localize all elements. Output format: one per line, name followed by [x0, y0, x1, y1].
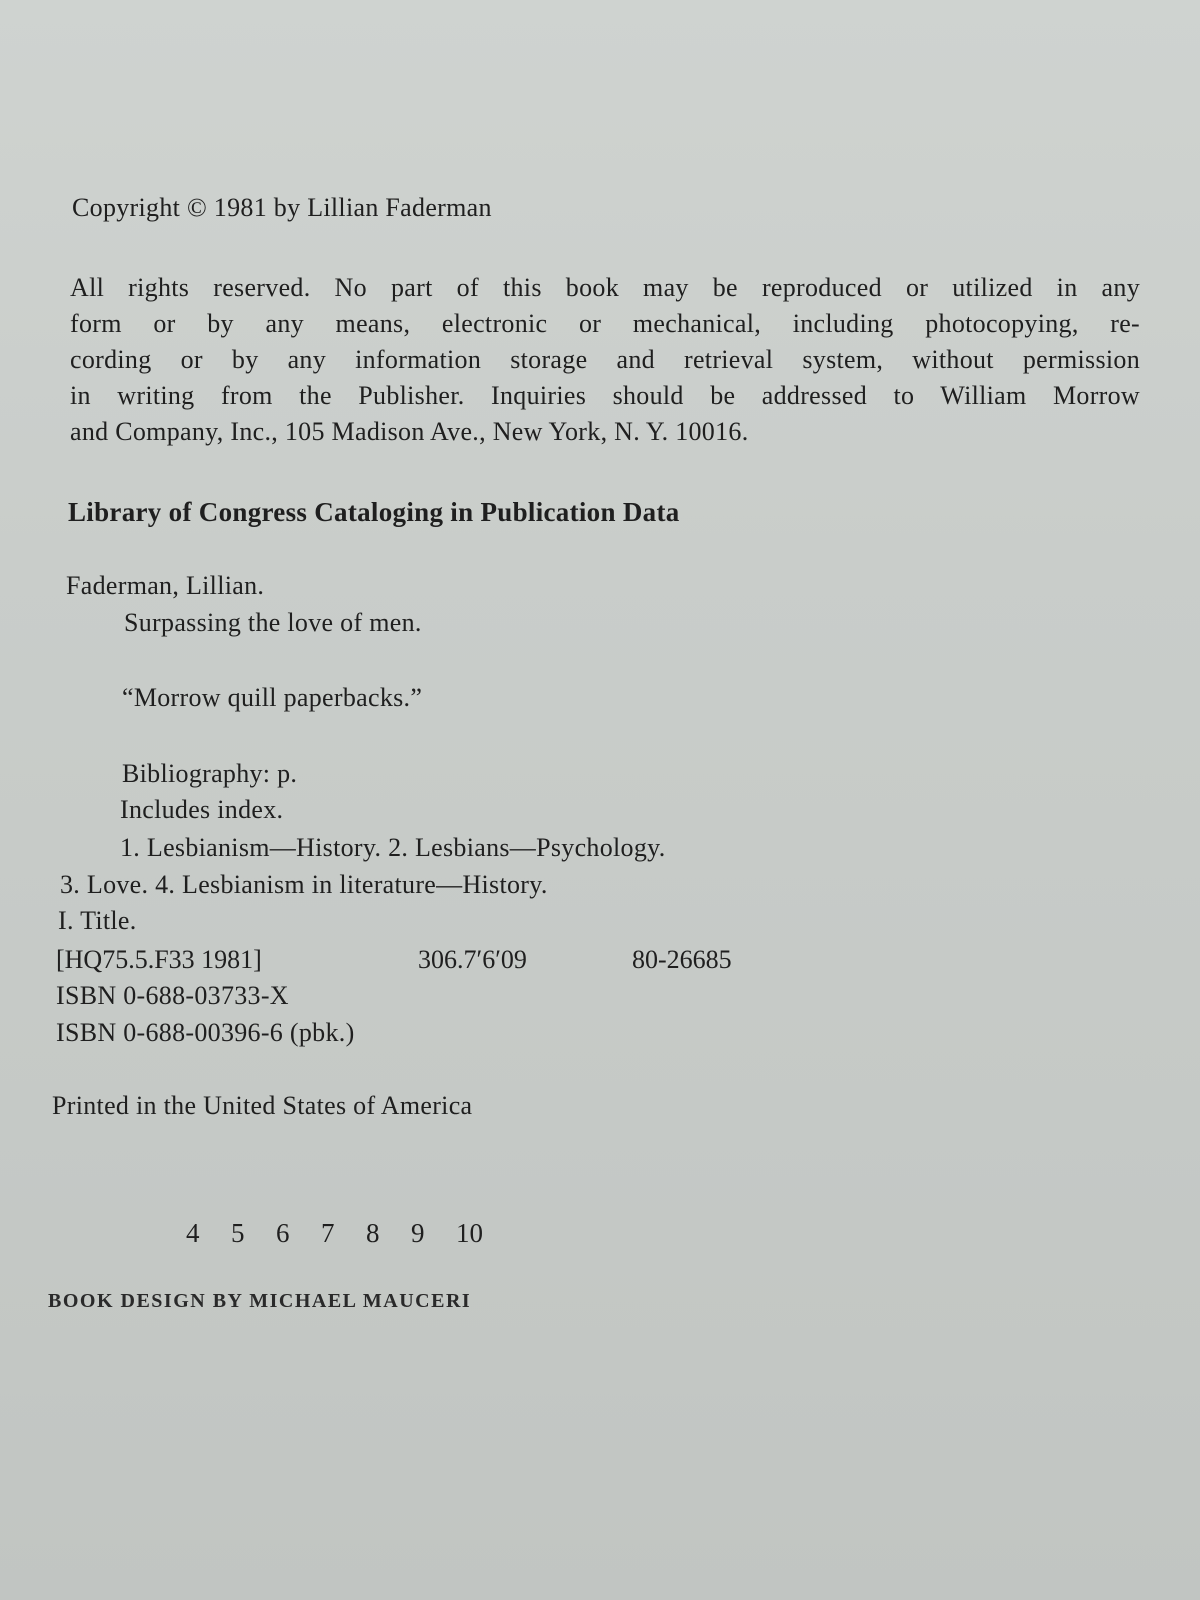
cip-subjects-line-1: 1. Lesbianism—History. 2. Lesbians—Psychology. [120, 833, 666, 862]
printing-number: 6 [276, 1218, 290, 1248]
printing-number: 8 [366, 1218, 380, 1248]
rights-line: form or by any means, electronic or mechanical, including photocopying, re- [70, 309, 1140, 338]
rights-line: and Company, Inc., 105 Madison Ave., New York, N. Y. 10016. [70, 417, 749, 446]
isbn-cloth: ISBN 0-688-03733-X [56, 981, 289, 1010]
printing-number: 7 [321, 1218, 335, 1248]
cip-lccn: 80-26685 [632, 945, 732, 974]
cip-index-note: Includes index. [120, 795, 284, 824]
cip-author: Faderman, Lillian. [66, 571, 265, 600]
cip-subjects-line-2: 3. Love. 4. Lesbianism in literature—History. [60, 870, 548, 899]
printing-number: 4 [186, 1218, 200, 1248]
rights-line: in writing from the Publisher. Inquiries should be addressed to William Morrow [70, 381, 1140, 410]
cip-dewey-number: 306.7′6′09 [418, 945, 527, 974]
printing-number: 5 [231, 1218, 245, 1248]
printing-number: 10 [456, 1218, 483, 1248]
printing-line [186, 1218, 501, 1249]
cip-call-number: [HQ75.5.F33 1981] [56, 945, 262, 974]
cip-title: Surpassing the love of men. [124, 608, 422, 637]
cip-heading: Library of Congress Cataloging in Publication Data [68, 497, 680, 527]
printing-number: 9 [411, 1218, 425, 1248]
copyright-notice: Copyright © 1981 by Lillian Faderman [72, 193, 492, 222]
cip-title-entry: I. Title. [58, 906, 137, 935]
rights-paragraph [70, 270, 1140, 450]
isbn-paperback: ISBN 0-688-00396-6 (pbk.) [56, 1018, 355, 1047]
rights-line: All rights reserved. No part of this book may be reproduced or utilized in any [70, 273, 1140, 302]
printed-in: Printed in the United States of America [52, 1091, 473, 1120]
rights-line: cording or by any information storage and retrieval system, without permission [70, 345, 1140, 374]
design-credit: BOOK DESIGN BY MICHAEL MAUCERI [48, 1290, 472, 1312]
cip-series-note: “Morrow quill paperbacks.” [122, 683, 423, 712]
cip-bibliography: Bibliography: p. [122, 759, 298, 788]
